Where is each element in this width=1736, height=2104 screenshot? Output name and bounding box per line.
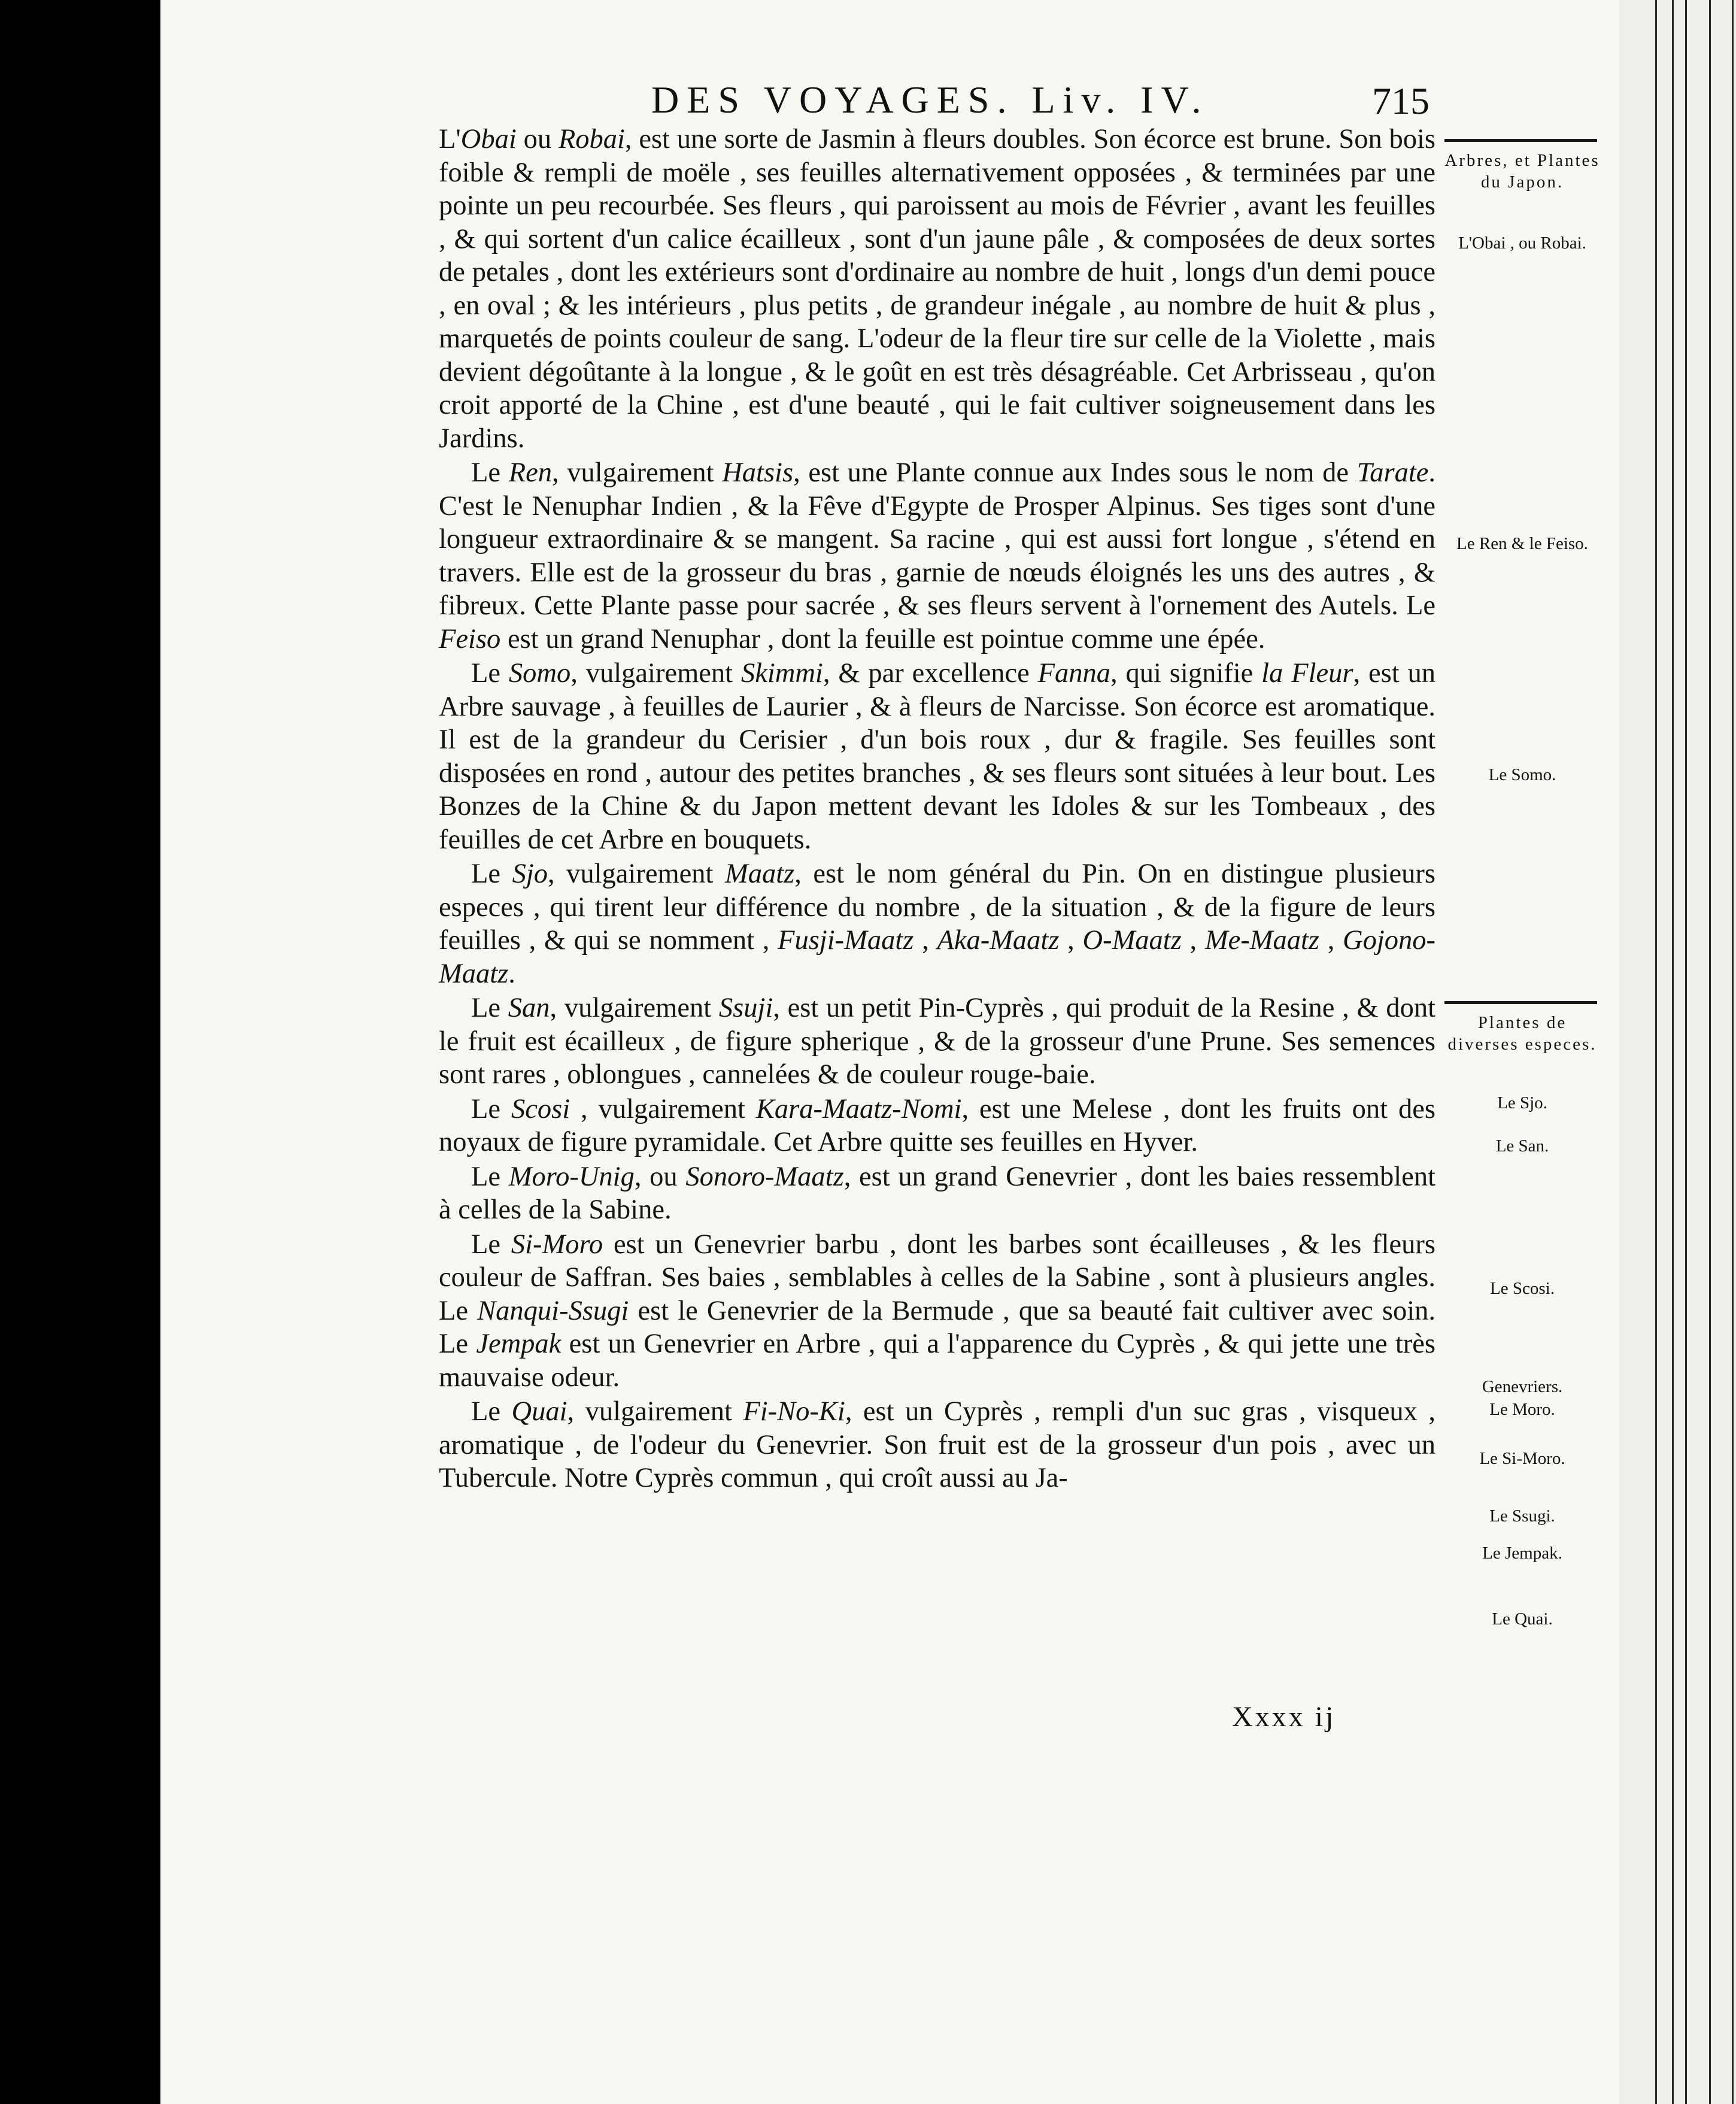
page-edge-line (1709, 0, 1711, 2104)
italic-term: Aka-Maatz (937, 925, 1060, 956)
paragraph-quai (439, 1395, 1435, 1495)
italic-term: Si-Moro (511, 1229, 603, 1260)
page-edge-line (1655, 0, 1657, 2104)
text-run: Le (471, 993, 508, 1023)
italic-term: Jempak (476, 1329, 562, 1359)
text-run: , vulgairement (547, 859, 725, 889)
margin-note-section-plantes: Plantes de diverses especes. (1447, 1013, 1597, 1054)
margin-note-somo: Le Somo. (1488, 765, 1556, 784)
italic-term: Feiso (439, 623, 501, 654)
paragraph-somo (439, 657, 1435, 856)
text-run: , est une sorte de Jasmin à fleurs doubles. Son écorce est brune. Son bois foible & rempli de moële , ses feuilles alternativement opposées , & terminées par une pointe un peu recourbée. Ses fleurs , qui paroissent au mois de Février , avant les feuilles , & qui sortent d'un calice écailleux , sont d'un jaune pâle , & composées de deux sortes de petales , dont les extérieurs sont d'ordinaire au nombre de huit , longs d'un demi pouce , en oval ; & les intérieurs , plus petits , de grandeur inégale , au nombre de huit & plus , marquetés de points couleur de sang. L'odeur de la fleur tire sur celle de la Violette , mais devient dégoûtante à la longue , & le goût en est très désagréable. Cet Arbrisseau , qu'on croit apporté de la Chine , est d'une beauté , qui le fait cultiver soigneusement dans les Jardins. (439, 124, 1436, 454)
italic-term: Somo (508, 658, 571, 689)
running-title: DES VOYAGES. Liv. IV. (651, 78, 1209, 121)
text-run: Le (471, 1396, 512, 1427)
text-run: , est un grand Genevrier , dont les baies ressemblent à celles de la Sabine. (439, 1161, 1435, 1225)
paragraph-san (439, 992, 1435, 1092)
text-run: , vulgairement (567, 1396, 743, 1427)
margin-note-section-arbres: Arbres, et Plantes du Japon. (1444, 151, 1600, 192)
italic-term: Kara-Maatz-Nomi (755, 1093, 962, 1124)
text-run: , est un Arbre sauvage , à feuilles de Laurier , & à fleurs de Narcisse. Son écorce est aromatique. Il est de la grandeur du Cerisier , d'un bois roux , dur & fragile. Ses feuilles sont disposées en rond , autour des petites branches , & ses fleurs sont situées à leur bout. Les Bonzes de la Chine & du Japon mettent devant les Idoles & sur les Tombeaux , des feuilles de cet Arbre en bouquets. (439, 658, 1435, 855)
paragraph-obai (439, 123, 1435, 455)
text-run: , (913, 925, 937, 956)
text-run: , vulgairement (550, 993, 719, 1023)
italic-term: Quai (511, 1396, 567, 1427)
margin-note-quai: Le Quai. (1492, 1609, 1553, 1629)
text-run: est un Genevrier en Arbre , qui a l'apparence du Cyprès , & qui jette une très mauvaise odeur. (439, 1329, 1435, 1393)
book-page (160, 0, 1657, 2104)
text-run: , est le nom général du Pin. On en distingue plusieurs especes , qui tirent leur différence du nombre , de la situation , & de la figure de leurs feuilles , & qui se nomment , (439, 859, 1435, 956)
catchword: Xxxx ij (1232, 1701, 1336, 1733)
text-run: , (1059, 925, 1083, 956)
paragraph-sjo (439, 857, 1435, 990)
text-run: , & par excellence (823, 658, 1038, 689)
margin-note-moro: Le Moro. (1489, 1400, 1555, 1419)
paragraph-moro (439, 1160, 1435, 1227)
running-head (496, 72, 1430, 126)
text-run: ou (516, 124, 559, 154)
text-run: , qui signifie (1110, 658, 1262, 689)
page-edge-line (1732, 0, 1734, 2104)
italic-term: O-Maatz (1082, 925, 1182, 956)
italic-term: Obai (460, 124, 517, 154)
text-run: L' (439, 124, 461, 154)
margin-note-scosi: Le Scosi. (1490, 1279, 1555, 1298)
text-run: , vulgairement (570, 1093, 756, 1124)
text-run: Le (471, 457, 509, 488)
text-run: . (508, 958, 515, 989)
italic-term: Maatz (724, 859, 795, 889)
italic-term: Scosi (511, 1093, 570, 1124)
page-number: 715 (1372, 80, 1430, 122)
italic-term: San (508, 993, 550, 1023)
italic-term: Ssuji (718, 993, 773, 1023)
italic-term: Nanqui-Ssugi (477, 1295, 629, 1326)
main-text-column (439, 123, 1435, 1496)
text-run: Le (471, 1229, 511, 1260)
paragraph-si-moro (439, 1228, 1435, 1394)
page-edges (1619, 0, 1736, 2104)
margin-note-si-moro: Le Si-Moro. (1479, 1449, 1565, 1468)
paragraph-ren (439, 456, 1435, 656)
margin-rule (1444, 139, 1597, 142)
italic-term: Fusji-Maatz (778, 925, 914, 956)
text-run: , (1319, 925, 1343, 956)
italic-term: Me-Maatz (1204, 925, 1319, 956)
text-run: . C'est le Nenuphar Indien , & la Fêve d'Egypte de Prosper Alpinus. Ses tiges sont d'une longueur extraordinaire & se mangent. Sa racine , qui est aussi fort longue , s'étend en travers. Elle est de la grosseur du bras , garnie de nœuds éloignés les uns des autres , & fibreux. Cette Plante passe pour sacrée , & ses fleurs servent à l'ornement des Autels. Le (439, 457, 1435, 621)
text-run: , est une Plante connue aux Indes sous le nom de (793, 457, 1357, 488)
italic-term: Moro-Unig (508, 1161, 635, 1192)
page-edge-line (1685, 0, 1687, 2104)
margin-note-obai: L'Obai , ou Robai. (1458, 234, 1586, 253)
text-run: , est un petit Pin-Cyprès , qui produit de la Resine , & dont le fruit est écailleux , de figure spherique , & de la grosseur d'une Prune. Ses semences sont rares , oblongues , cannelées & de couleur rouge-baie. (439, 993, 1435, 1090)
text-run: , vulgairement (551, 457, 723, 488)
margin-note-san: Le San. (1495, 1136, 1549, 1156)
italic-term: Fanna (1037, 658, 1111, 689)
margin-note-jempak: Le Jempak. (1482, 1544, 1562, 1563)
italic-term: Hatsis (722, 457, 794, 488)
text-run: Le (471, 1093, 511, 1124)
italic-term: Fi-No-Ki (743, 1396, 845, 1427)
text-run: , (1181, 925, 1205, 956)
italic-term: Gojono-Maatz (439, 925, 1436, 989)
italic-term: Ren (508, 457, 552, 488)
margin-note-genevriers: Genevriers. (1482, 1377, 1563, 1396)
margin-note-ssugi: Le Ssugi. (1489, 1506, 1555, 1526)
text-run: , vulgairement (570, 658, 741, 689)
italic-term: la Fleur (1261, 658, 1353, 689)
italic-term: Robai (558, 124, 625, 154)
text-run: est un grand Nenuphar , dont la feuille est pointue comme une épée. (500, 623, 1265, 654)
text-run: est le Genevrier de la Bermude , que sa beauté fait cultiver avec soin. Le (439, 1295, 1435, 1359)
text-run: , est une Melese , dont les fruits ont des noyaux de figure pyramidale. Cet Arbre quitte ses feuilles en Hyver. (439, 1093, 1435, 1157)
text-run: est un Genevrier barbu , dont les barbes sont écailleuses , & les fleurs couleur de Saffran. Ses baies , semblables à celles de la Sabine , sont à plusieurs angles. Le (439, 1229, 1435, 1326)
text-run: Le (471, 658, 509, 689)
text-run: , est un Cyprès , rempli d'un suc gras , visqueux , aromatique , de l'odeur du Genevrier. Son fruit est de la grosseur d'un pois , avec un Tubercule. Notre Cyprès commun , qui croît aussi au Ja- (439, 1396, 1435, 1493)
italic-term: Sonoro-Maatz (685, 1161, 844, 1192)
italic-term: Sjo (512, 859, 548, 889)
text-run: Le (471, 1161, 509, 1192)
margin-note-ren: Le Ren & le Feiso. (1456, 534, 1588, 553)
page-edge-line (1672, 0, 1674, 2104)
margin-note-sjo: Le Sjo. (1497, 1093, 1547, 1112)
text-run: , ou (634, 1161, 686, 1192)
italic-term: Skimmi (740, 658, 823, 689)
italic-term: Tarate (1356, 457, 1429, 488)
text-run: Le (471, 859, 512, 889)
margin-rule (1444, 1001, 1597, 1004)
paragraph-scosi (439, 1093, 1435, 1159)
